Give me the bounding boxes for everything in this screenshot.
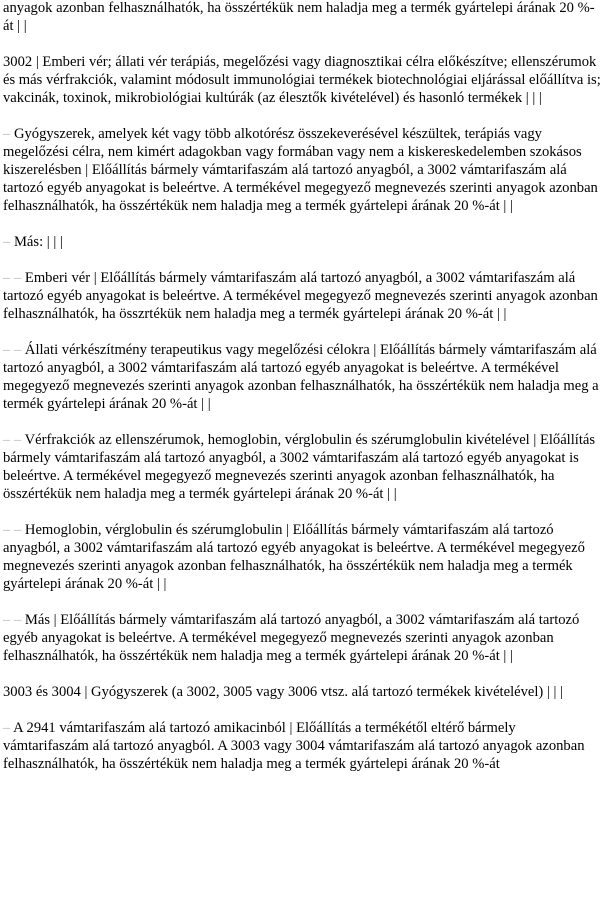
paragraph-text: 3003 és 3004 | Gyógyszerek (a 3002, 3005 vagy 3006 vtsz. alá tartozó termékek kivételével) | | |: [3, 684, 564, 700]
paragraph: [3, 521, 603, 593]
dash-prefix: –: [3, 234, 11, 250]
paragraph-text: Emberi vér | Előállítás bármely vámtarifaszám alá tartozó anyagból, a 3002 vámtarifaszám alá tartozó egyéb anyagokat is beleértve. A termékével megegyező megnevezés szerinti anyagok azonban felhasználhatók, ha összrtékük nem haladja meg a termék gyártelepi árának 20 %-át | |: [3, 270, 598, 322]
paragraph: [3, 683, 603, 701]
paragraph: [3, 431, 603, 503]
dash-prefix: – –: [3, 522, 22, 538]
dash-prefix: – –: [3, 432, 22, 448]
dash-prefix: – –: [3, 612, 22, 628]
paragraph-text: anyagok azonban felhasználhatók, ha összértékük nem haladja meg a termék gyártelepi árának 20 %-át | |: [3, 0, 595, 34]
paragraph-text: 3002 | Emberi vér; állati vér terápiás, megelőzési vagy diagnosztikai célra előkészítve; ellenszérumok és más vérfrakciók, valamint módosult immunológiai termékek biotechnológiai eljárással előállítva is; vakcinák, toxinok, mikrobiológiai kultúrák (az élesztők kivételével) és hasonló termékek | | |: [3, 54, 601, 106]
paragraph-text: Más: | | |: [10, 234, 63, 250]
dash-prefix: – –: [3, 342, 22, 358]
paragraph-text: Vérfrakciók az ellenszérumok, hemoglobin, vérglobulin és szérumglobulin kivételével | Előállítás bármely vámtarifaszám alá tartozó anyagból, a 3002 vámtarifaszám alá tartozó egyéb anyagokat is beleértve. A termékével megegyező megnevezés szerinti anyagok azonban felhasználhatók, ha összértékük nem haladja meg a termék gyártelepi árának 20 %-át | |: [3, 432, 596, 502]
paragraph: [3, 341, 603, 413]
paragraph: [3, 0, 603, 35]
paragraph-text: Állati vérkészítmény terapeutikus vagy megelőzési célokra | Előállítás bármely vámtarifaszám alá tartozó anyagból, a 3002 vámtarifaszám alá tartozó egyéb anyagokat is beleértve. A termékével megegyező megnevezés szerinti anyagok azonban felhasználhatók, ha összértékük nem haladja meg a termék gyártelepi árának 20 %-át | |: [3, 342, 599, 412]
dash-prefix: –: [3, 720, 11, 736]
paragraph-text: Gyógyszerek, amelyek két vagy több alkotórész összekeverésével készültek, terápiás vagy megelőzési célra, nem kimért adagokban vagy formában vagy nem a kiskereskedelemben szokásos kiszerelésben | Előállítás bármely vámtarifaszám alá tartozó anyagból, a 3002 vámtarifaszám alá tartozó egyéb anyagokat is beleértve. A termékével megegyező megnevezés szerinti anyagok azonban felhasználhatók, ha összértékük nem haladja meg a termék gyártelepi árának 20 %-át | |: [3, 126, 598, 214]
paragraph-text: Hemoglobin, vérglobulin és szérumglobulin | Előállítás bármely vámtarifaszám alá tartozó anyagból, a 3002 vámtarifaszám alá tartozó egyéb anyagokat is beleértve. A termékével megegyező megnevezés szerinti anyagok azonban felhasználhatók, ha összértékük nem haladja meg a termék gyártelepi árának 20 %-át | |: [3, 522, 585, 592]
paragraph: [3, 233, 603, 251]
paragraph: [3, 611, 603, 665]
paragraph: [3, 719, 603, 773]
paragraph: [3, 269, 603, 323]
paragraph-text: Más | Előállítás bármely vámtarifaszám alá tartozó anyagból, a 3002 vámtarifaszám alá tartozó egyéb anyagokat is beleértve. A termékével megegyező megnevezés szerinti anyagok azonban felhasználhatók, ha összértékük nem haladja meg a termék gyártelepi árának 20 %-át | |: [3, 612, 580, 664]
paragraph: [3, 53, 603, 107]
paragraph-text: A 2941 vámtarifaszám alá tartozó amikacinból | Előállítás a termékétől eltérő bármely vámtarifaszám alá tartozó anyagból. A 3003 vagy 3004 vámtarifaszám alá tartozó anyagok azonban felhasználhatók, ha összértékük nem haladja meg a termék gyártelepi árának 20 %-át: [3, 720, 585, 772]
dash-prefix: – –: [3, 270, 22, 286]
dash-prefix: –: [3, 126, 11, 142]
paragraph: [3, 125, 603, 215]
